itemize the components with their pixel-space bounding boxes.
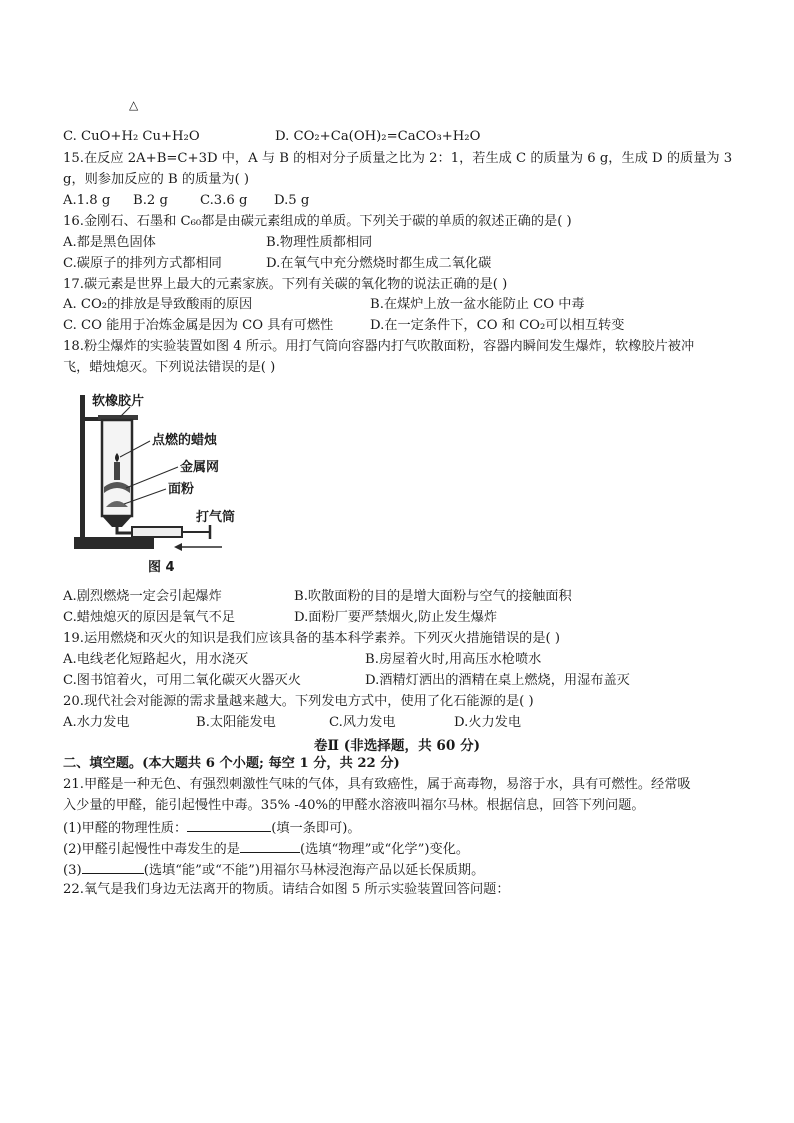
q19-option-d: D.酒精灯洒出的酒精在桌上燃烧，用湿布盖灭 xyxy=(365,673,630,688)
section2-title: 卷Ⅱ (非选择题，共 60 分) xyxy=(313,738,481,754)
q18-stem-line1: 18.粉尘爆炸的实验装置如图 4 所示。用打气筒向容器内打气吹散面粉，容器内瞬间发生爆炸，软橡胶片被冲 xyxy=(63,339,695,354)
q21-sub2 xyxy=(63,839,469,859)
q17-option-d: D.在一定条件下，CO 和 CO₂可以相互转变 xyxy=(370,318,625,333)
q20-stem: 20.现代社会对能源的需求量越来越大。下列发电方式中，使用了化石能源的是( ) xyxy=(63,694,534,709)
q21-sub3-prompt: (3) xyxy=(63,863,82,878)
label-rubber-sheet: 软橡胶片 xyxy=(92,394,145,409)
q16-option-d: D.在氧气中充分燃烧时都生成二氧化碳 xyxy=(266,256,492,271)
label-pump: 打气筒 xyxy=(196,510,236,525)
figure-caption: 图 4 xyxy=(148,560,175,575)
q16-option-b: B.物理性质都相同 xyxy=(266,235,373,250)
q18-stem-line2: 飞，蜡烛熄灭。下列说法错误的是( ) xyxy=(63,360,276,375)
heating-condition-symbol: △ xyxy=(129,98,139,112)
q14-option-c: C. CuO+H₂ Cu+H₂O xyxy=(63,129,200,144)
q21-sub2-answer-blank[interactable] xyxy=(240,839,300,853)
q21-sub3-hint: (选填“能”或“不能”)用福尔马林浸泡海产品以延长保质期。 xyxy=(143,863,485,878)
label-candle: 点燃的蜡烛 xyxy=(152,433,218,448)
part2-heading: 二、填空题。(本大题共 6 个小题; 每空 1 分，共 22 分) xyxy=(63,756,400,771)
q21-sub2-prompt: (2)甲醛引起慢性中毒发生的是 xyxy=(63,842,240,857)
q21-sub1-hint: (填一条即可)。 xyxy=(271,821,361,836)
container-bottom xyxy=(102,516,132,527)
push-arrow-head xyxy=(174,543,182,551)
q15-stem-line1: 15.在反应 2A+B=C+3D 中，A 与 B 的相对分子质量之比为 2：1，若生成 C 的质量为 6 g，生成 D 的质量为 3 xyxy=(63,151,733,166)
q19-option-b: B.房屋着火时,用高压水枪喷水 xyxy=(365,652,542,667)
q14-option-d: D. CO₂+Ca(OH)₂=CaCO₃+H₂O xyxy=(275,129,481,144)
q20-option-a: A.水力发电 xyxy=(63,715,130,730)
q20-option-c: C.风力发电 xyxy=(329,715,396,730)
q18-option-d: D.面粉厂要严禁烟火,防止发生爆炸 xyxy=(294,610,498,625)
q21-sub1-prompt: (1)甲醛的物理性质： xyxy=(63,821,188,836)
q15-option-c: C.3.6 g xyxy=(200,193,248,208)
q21-sub1-answer-blank[interactable] xyxy=(187,818,271,832)
q16-stem: 16.金刚石、石墨和 C₆₀都是由碳元素组成的单质。下列关于碳的单质的叙述正确的是( ) xyxy=(63,214,572,229)
q15-option-d: D.5 g xyxy=(274,193,310,208)
pump-cylinder xyxy=(132,527,182,537)
q15-option-a: A.1.8 g xyxy=(63,193,111,208)
q21-sub3 xyxy=(63,860,484,880)
dust-explosion-apparatus-figure xyxy=(70,387,280,577)
air-pipe xyxy=(117,527,132,533)
q20-option-d: D.火力发电 xyxy=(454,715,522,730)
q19-option-a: A.电线老化短路起火，用水浇灭 xyxy=(63,652,249,667)
q18-option-a: A.剧烈燃烧一定会引起爆炸 xyxy=(63,589,222,604)
q19-stem: 19.运用燃烧和灭火的知识是我们应该具备的基本科学素养。下列灭火措施错误的是( ) xyxy=(63,631,561,646)
q18-option-c: C.蜡烛熄灭的原因是氧气不足 xyxy=(63,610,236,625)
q19-option-c: C.图书馆着火，可用二氧化碳灭火器灭火 xyxy=(63,673,301,688)
stand-rod xyxy=(80,395,85,539)
q21-stem-line1: 21.甲醛是一种无色、有强烈刺激性气味的气体，具有致癌性，属于高毒物，易溶于水，具有可燃性。经常吸 xyxy=(63,777,691,792)
q21-sub3-answer-blank[interactable] xyxy=(82,860,144,874)
q21-stem-line2: 入少量的甲醛，能引起慢性中毒。35% -40%的甲醛水溶液叫福尔马林。根据信息，回答下列问题。 xyxy=(63,798,645,813)
q17-option-b: B.在煤炉上放一盆水能防止 CO 中毒 xyxy=(370,297,585,312)
q20-option-b: B.太阳能发电 xyxy=(196,715,276,730)
q16-option-a: A.都是黑色固体 xyxy=(63,235,156,250)
q17-option-a: A. CO₂的排放是导致酸雨的原因 xyxy=(63,297,253,312)
q21-sub2-hint: (选填“物理”或“化学”)变化。 xyxy=(299,842,470,857)
q22-stem: 22.氧气是我们身边无法离开的物质。请结合如图 5 所示实验装置回答问题： xyxy=(63,882,510,897)
stand-base xyxy=(74,537,154,549)
q15-option-b: B.2 g xyxy=(133,193,168,208)
candle xyxy=(114,462,120,480)
q16-option-c: C.碳原子的排列方式都相同 xyxy=(63,256,222,271)
label-metal-mesh: 金属网 xyxy=(180,460,220,475)
q17-option-c: C. CO 能用于冶炼金属是因为 CO 具有可燃性 xyxy=(63,318,334,333)
q15-stem-line2: g，则参加反应的 B 的质量为( ) xyxy=(63,172,250,187)
q17-stem: 17.碳元素是世界上最大的元素家族。下列有关碳的氧化物的说法正确的是( ) xyxy=(63,277,508,292)
label-flour: 面粉 xyxy=(168,482,195,497)
q18-option-b: B.吹散面粉的目的是增大面粉与空气的接触面积 xyxy=(294,589,572,604)
q21-sub1 xyxy=(63,818,361,838)
